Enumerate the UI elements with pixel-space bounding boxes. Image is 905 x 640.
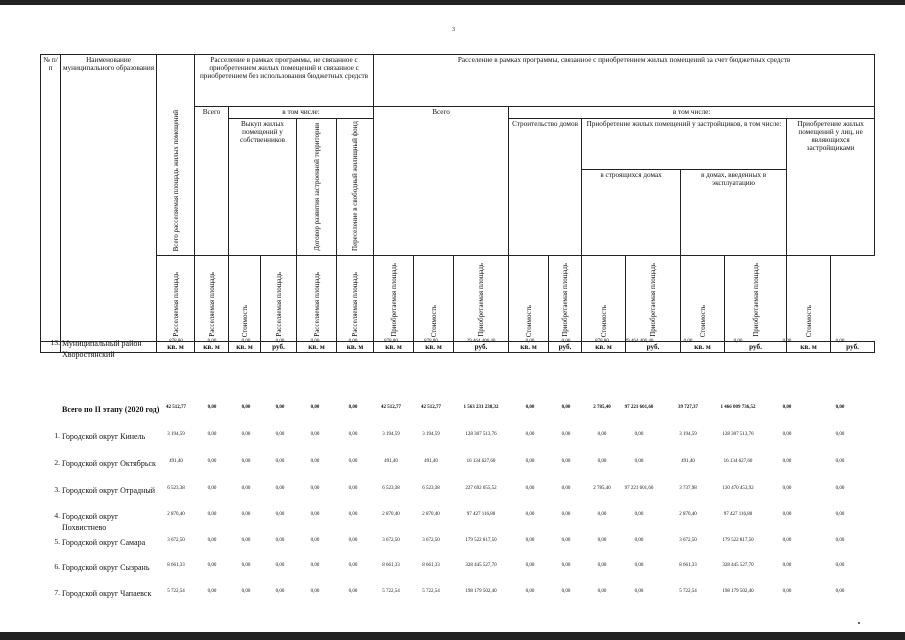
value-cell: 0,00 [310, 339, 320, 344]
value-cell: 0,00 [310, 405, 320, 410]
value-cell: 0,00 [348, 538, 358, 543]
value-cell: 0,00 [525, 339, 535, 344]
unit-cell: руб. [626, 341, 681, 352]
value-cell: 97 427 116,80 [466, 512, 496, 517]
value-cell: 2 870,40 [167, 512, 185, 517]
b-build: Строительство домов [509, 119, 582, 256]
value-cell: 0,00 [835, 339, 845, 344]
value-cell: 0,00 [683, 339, 693, 344]
value-cell: 8 661,33 [422, 563, 440, 568]
sub-under-cost: Стоимость [582, 255, 626, 341]
value-cell: 29 464 406,40 [466, 339, 496, 344]
value-cell: 0,00 [241, 589, 251, 594]
b-incl: в том числе: [509, 107, 875, 119]
row-index: 2. [54, 458, 60, 467]
value-cell: 0,00 [634, 589, 644, 594]
unit-cell: кв. м [414, 341, 454, 352]
value-cell: 0,00 [561, 486, 571, 491]
unit-cell: кв. м [509, 341, 549, 352]
b-dev: Приобретение жилых помещений у застройщиков, в том числе: [582, 119, 787, 170]
value-cell: 198 179 502,40 [722, 589, 754, 594]
value-cell: 0,00 [275, 486, 285, 491]
unit-cell: руб. [454, 341, 509, 352]
row-index: 3. [54, 485, 60, 494]
value-cell: 0,00 [310, 589, 320, 594]
value-cell: 0,00 [835, 432, 845, 437]
value-cell: 0,00 [207, 459, 217, 464]
value-cell: 0,00 [275, 538, 285, 543]
value-cell: 179 522 817,50 [722, 538, 754, 543]
value-cell: 16 134 627,60 [723, 459, 753, 464]
value-cell: 97 221 601,60 [624, 405, 654, 410]
value-cell: 0,00 [525, 512, 535, 517]
value-cell: 0,00 [241, 486, 251, 491]
value-cell: 328 445 527,70 [722, 563, 754, 568]
unit-cell: кв. м [681, 341, 725, 352]
sub-build-cost: Стоимость [509, 255, 549, 341]
value-cell: 0,00 [835, 512, 845, 517]
value-cell: 0,00 [207, 486, 217, 491]
row-index: 7. [54, 588, 60, 597]
value-cell: 0,00 [561, 538, 571, 543]
value-cell: 1 563 231 238,32 [463, 405, 499, 410]
value-cell: 8 661,33 [679, 563, 697, 568]
unit-cell: руб. [549, 341, 582, 352]
value-cell: 0,00 [525, 589, 535, 594]
unit-cell: кв. м [787, 341, 831, 352]
col-total-area: Всего расселяемая площадь жилых помещений [157, 55, 195, 256]
value-cell: 0,00 [348, 512, 358, 517]
value-cell: 491,40 [169, 459, 183, 464]
value-cell: 0,00 [207, 563, 217, 568]
value-cell: 130 470 453,92 [722, 486, 754, 491]
value-cell: 29 464 406,40 [624, 339, 654, 344]
value-cell: 42 512,77 [166, 405, 186, 410]
value-cell: 878,80 [424, 339, 438, 344]
value-cell: 0,00 [525, 563, 535, 568]
row-name: Городской округ Отрадный [62, 486, 156, 495]
value-cell: 0,00 [275, 459, 285, 464]
value-cell: 6 523,38 [167, 486, 185, 491]
value-cell: 0,00 [782, 339, 792, 344]
sub-under-area: Приобретаемая площадь [549, 255, 582, 341]
value-cell: 0,00 [310, 512, 320, 517]
row-name: Муниципальный район Хворостянский [62, 339, 142, 359]
value-cell: 5 722,54 [679, 589, 697, 594]
value-cell: 0,00 [597, 563, 607, 568]
value-cell: 0,00 [525, 538, 535, 543]
table-header [40, 54, 875, 353]
value-cell: 0,00 [525, 459, 535, 464]
sub-build-area: Приобретаемая площадь [454, 255, 509, 341]
value-cell: 0,00 [782, 405, 792, 410]
value-cell: 0,00 [310, 563, 320, 568]
group-a-header: Расселение в рамках программы, не связанное с приобретением жилых помещений и связанное с приобретением без использования бюджетных средств [195, 55, 374, 107]
b-dev-built: в домах, введенных в эксплуатацию [681, 169, 787, 255]
row-index: 4. [54, 511, 60, 520]
value-cell: 0,00 [597, 512, 607, 517]
value-cell: 3 672,50 [167, 538, 185, 543]
row-index: 6. [54, 562, 60, 571]
top-border [0, 0, 905, 5]
value-cell: 0,00 [634, 512, 644, 517]
value-cell: 0,00 [310, 432, 320, 437]
value-cell: 5 722,54 [382, 589, 400, 594]
value-cell: 0,00 [561, 459, 571, 464]
value-cell: 16 134 627,60 [466, 459, 496, 464]
value-cell: 128 307 513,76 [465, 432, 497, 437]
a-relocation: Переселение в свободный жилищный фонд [337, 119, 374, 256]
row-name: Городской округ Октябрьск [62, 459, 156, 468]
sub-other-area: Приобретаемая площадь [725, 255, 787, 341]
value-cell: 0,00 [348, 432, 358, 437]
value-cell: 0,00 [782, 563, 792, 568]
unit-cell: кв. м [157, 341, 195, 352]
sub-a-total-area: Расселяемая площадь [157, 255, 195, 341]
value-cell: 0,00 [597, 538, 607, 543]
value-cell: 0,00 [561, 512, 571, 517]
value-cell: 0,00 [275, 563, 285, 568]
value-cell: 3 194,59 [679, 432, 697, 437]
value-cell: 491,40 [384, 459, 398, 464]
value-cell: 2 870,40 [679, 512, 697, 517]
value-cell: 5 722,54 [167, 589, 185, 594]
value-cell: 3 737,98 [679, 486, 697, 491]
unit-cell: руб. [261, 341, 297, 352]
unit-cell: руб. [831, 341, 875, 352]
value-cell: 5 722,54 [422, 589, 440, 594]
bottom-border [0, 632, 905, 640]
value-cell: 0,00 [525, 486, 535, 491]
value-cell: 0,00 [275, 432, 285, 437]
value-cell: 0,00 [207, 589, 217, 594]
row-name: Городской округ Чапаевск [62, 589, 152, 598]
value-cell: 0,00 [597, 432, 607, 437]
value-cell: 97 221 601,60 [624, 486, 654, 491]
value-cell: 0,00 [348, 563, 358, 568]
value-cell: 0,00 [782, 589, 792, 594]
value-cell: 878,80 [169, 339, 183, 344]
value-cell: 0,00 [525, 405, 535, 410]
value-cell: 0,00 [241, 339, 251, 344]
unit-cell: кв. м [195, 341, 229, 352]
sub-built-area: Приобретаемая площадь [626, 255, 681, 341]
sub-b-cost: Стоимость [414, 255, 454, 341]
value-cell: 1 466 009 736,52 [720, 405, 756, 410]
value-cell: 3 194,59 [167, 432, 185, 437]
value-cell: 0,00 [835, 405, 845, 410]
b-dev-under: в строящихся домах [582, 169, 681, 255]
value-cell: 198 179 502,40 [465, 589, 497, 594]
value-cell: 0,00 [241, 459, 251, 464]
value-cell: 0,00 [310, 459, 320, 464]
unit-cell: кв. м [297, 341, 337, 352]
value-cell: 0,00 [561, 563, 571, 568]
value-cell: 0,00 [241, 538, 251, 543]
value-cell: 6 523,38 [382, 486, 400, 491]
value-cell: 0,00 [597, 459, 607, 464]
value-cell: 0,00 [634, 459, 644, 464]
row-name: Всего по II этапу (2020 год) [62, 405, 160, 414]
value-cell: 0,00 [561, 339, 571, 344]
value-cell: 8 661,33 [167, 563, 185, 568]
value-cell: 0,00 [782, 538, 792, 543]
value-cell: 0,00 [348, 486, 358, 491]
value-cell: 2 870,40 [422, 512, 440, 517]
value-cell: 0,00 [782, 432, 792, 437]
value-cell: 491,40 [424, 459, 438, 464]
value-cell: 0,00 [207, 405, 217, 410]
value-cell: 0,00 [207, 432, 217, 437]
value-cell: 0,00 [597, 589, 607, 594]
group-b-header: Расселение в рамках программы, связанное с приобретением жилых помещений за счет бюджетных средств [374, 55, 875, 107]
row-name: Городской округ Сызрань [62, 563, 150, 572]
value-cell: 0,00 [348, 459, 358, 464]
value-cell: 0,00 [348, 405, 358, 410]
sub-a-buyout-area: Расселяемая площадь [195, 255, 229, 341]
a-buyout: Выкуп жилых помещений у собственников [229, 119, 297, 256]
unit-cell: кв. м [337, 341, 374, 352]
value-cell: 6 523,38 [422, 486, 440, 491]
value-cell: 2 785,40 [593, 405, 611, 410]
value-cell: 3 194,59 [422, 432, 440, 437]
value-cell: 878,80 [595, 339, 609, 344]
b-total: Всего [374, 107, 509, 256]
value-cell: 3 672,50 [422, 538, 440, 543]
row-name: Городской округ Похвистнево [62, 512, 119, 532]
value-cell: 97 427 116,80 [723, 512, 753, 517]
a-contract: Договор развития застроенной территории [297, 119, 337, 256]
value-cell: 0,00 [241, 432, 251, 437]
value-cell: 2 870,40 [382, 512, 400, 517]
value-cell: 0,00 [241, 512, 251, 517]
value-cell: 0,00 [207, 538, 217, 543]
value-cell: 0,00 [275, 512, 285, 517]
unit-cell: кв. м [229, 341, 261, 352]
value-cell: 0,00 [835, 486, 845, 491]
value-cell: 0,00 [835, 563, 845, 568]
value-cell: 0,00 [835, 589, 845, 594]
row-index: 1. [54, 431, 60, 440]
value-cell: 0,00 [561, 589, 571, 594]
value-cell: 2 785,40 [593, 486, 611, 491]
value-cell: 0,00 [241, 563, 251, 568]
row-name: Городской округ Самара [62, 538, 146, 547]
value-cell: 0,00 [275, 589, 285, 594]
value-cell: 0,00 [782, 459, 792, 464]
col-name: Наименование муниципального образования [61, 55, 157, 342]
value-cell: 0,00 [733, 339, 743, 344]
unit-cell: кв. м [582, 341, 626, 352]
value-cell: 0,00 [241, 405, 251, 410]
value-cell: 328 445 527,70 [465, 563, 497, 568]
unit-cell: руб. [725, 341, 787, 352]
speck-mark [858, 622, 860, 624]
value-cell: 42 512,77 [421, 405, 441, 410]
sub-a-buyout-cost: Стоимость [229, 255, 261, 341]
value-cell: 3 672,50 [382, 538, 400, 543]
value-cell: 227 692 055,52 [465, 486, 497, 491]
row-index: 5. [54, 537, 60, 546]
value-cell: 0,00 [561, 432, 571, 437]
value-cell: 0,00 [207, 512, 217, 517]
sub-b-acquired-area: Приобретаемая площадь [374, 255, 414, 341]
sub-a-contract-area: Расселяемая площадь [261, 255, 297, 341]
row-name: Городской округ Кинель [62, 432, 146, 441]
value-cell: 0,00 [782, 512, 792, 517]
value-cell: 0,00 [348, 339, 358, 344]
value-cell: 128 307 513,76 [722, 432, 754, 437]
value-cell: 3 194,59 [382, 432, 400, 437]
value-cell: 0,00 [310, 486, 320, 491]
value-cell: 0,00 [525, 432, 535, 437]
unit-cell: кв. м [374, 341, 414, 352]
value-cell: 0,00 [634, 432, 644, 437]
value-cell: 0,00 [835, 459, 845, 464]
value-cell: 0,00 [782, 486, 792, 491]
value-cell: 0,00 [275, 339, 285, 344]
value-cell: 0,00 [634, 538, 644, 543]
sub-b-resettled-area: Расселяемая площадь [337, 255, 374, 341]
value-cell: 0,00 [348, 589, 358, 594]
value-cell: 42 512,77 [381, 405, 401, 410]
sub-built-cost: Стоимость [681, 255, 725, 341]
value-cell: 0,00 [835, 538, 845, 543]
sub-a-relocation-area: Расселяемая площадь [297, 255, 337, 341]
value-cell: 8 661,33 [382, 563, 400, 568]
value-cell: 491,40 [681, 459, 695, 464]
b-other: Приобретение жилых помещений у лиц, не являющихся застройщиками [787, 119, 875, 256]
value-cell: 0,00 [275, 405, 285, 410]
a-total: Всего [195, 107, 229, 256]
value-cell: 0,00 [561, 405, 571, 410]
a-incl: в том числе: [229, 107, 374, 119]
value-cell: 39 727,37 [678, 405, 698, 410]
row-index: 13. [50, 338, 60, 347]
sub-other-cost: Стоимость [787, 255, 831, 341]
value-cell: 0,00 [634, 563, 644, 568]
value-cell: 0,00 [310, 538, 320, 543]
value-cell: 878,80 [384, 339, 398, 344]
col-num: № п/п [41, 55, 61, 342]
value-cell: 179 522 817,50 [465, 538, 497, 543]
page-number: 3 [452, 27, 455, 33]
value-cell: 3 672,50 [679, 538, 697, 543]
value-cell: 0,00 [207, 339, 217, 344]
